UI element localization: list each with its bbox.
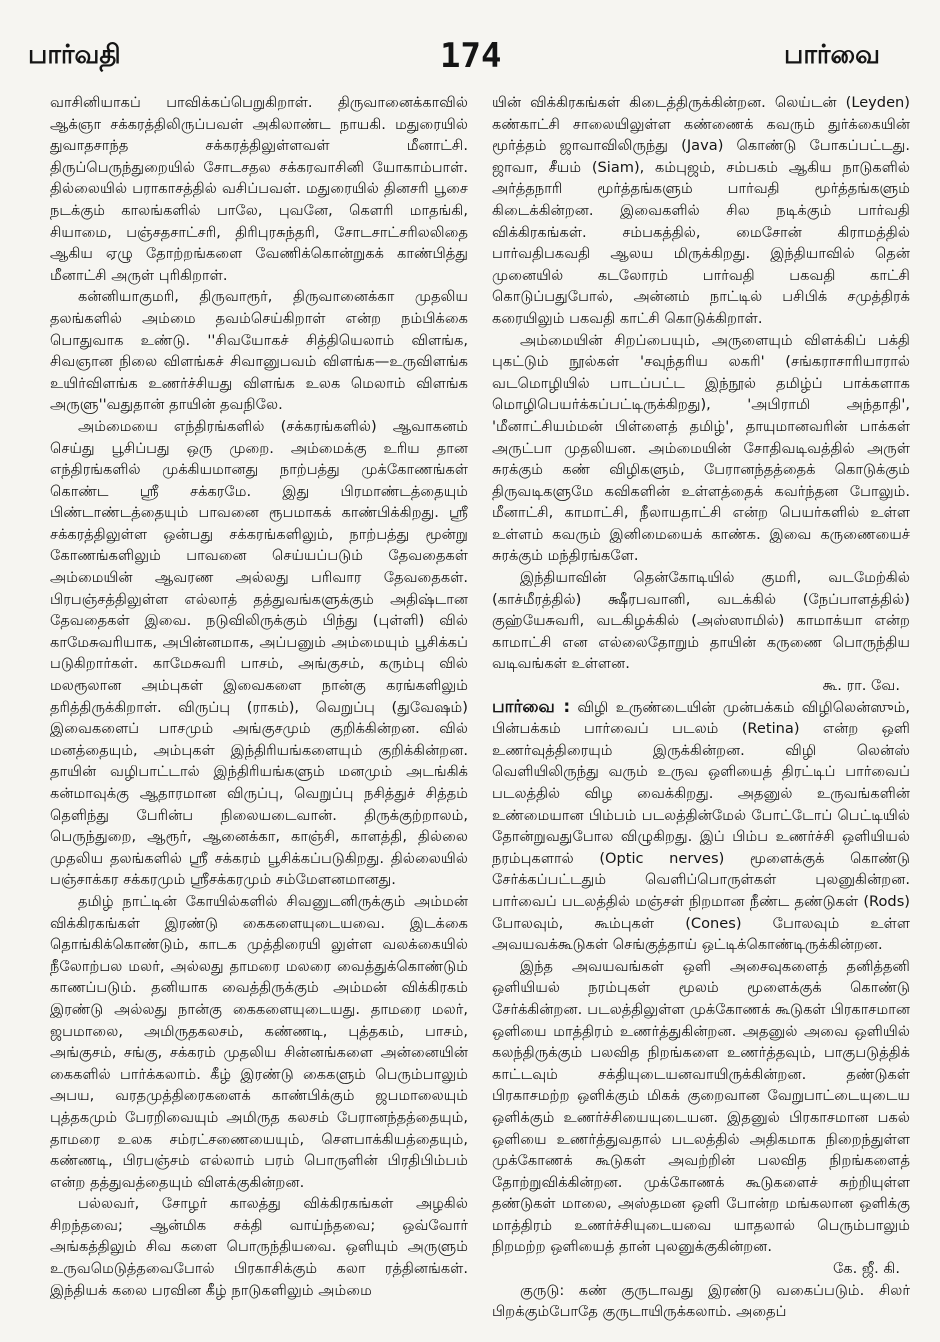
page-number: 174 [440,36,502,76]
running-head-right: பார்வை [783,40,880,70]
entry-headword: பார்வை : [492,696,571,717]
paragraph: கன்னியாகுமரி, திருவாரூர், திருவானைக்கா முதலிய தலங்களில் அம்மை தவம்செய்கிறாள் என்ற நம்பிக்கை பொதுவாக உண்டு. ''சிவயோகச் சித்தியெலாம் விளங்க, சிவஞான நிலை விளங்கச் சிவானுபவம் விளங்க—உருவிளங்க உயிர்விளங்க உணர்ச்சியது விளங்க உலக மெலாம் விளங்க அருளு''வதுதான் தாயின் தவநிலே. [50,288,468,414]
paragraph: பல்லவர், சோழர் காலத்து விக்கிரகங்கள் அழகில் சிறந்தவை; ஆன்மிக சக்தி வாய்ந்தவை; ஒவ்வோர் அங்கத்திலும் சிவ களை பொருந்தியவை. ஒளியும் அருளும் உருவமெடுத்தவைபோல் பிரகாசிக்கும் கலா ரத்தினங்கள். இந்தியக் கலை பரவின கீழ் நாடுகளிலும் அம்மை [50,1195,468,1299]
right-column [492,92,910,1332]
running-head-left: பார்வதி [28,40,121,70]
paragraph: வாசினியாகப் பாவிக்கப்பெறுகிறாள். திருவானைக்காவில் ஆக்ஞா சக்கரத்திலிருப்பவள் அகிலாண்ட நாயகி. மதுரையில் துவாதசாந்த சக்கரத்திலுள்ளவள் மீனாட்சி. திருப்பெருந்துறையில் சோடசதல சக்கரவாசினி யோகாம்பாள். தில்லையில் பராகாசத்தில் வசிப்பவள். மதுரையில் தினசரி பூசை நடக்கும் காலங்களில் பாலே, புவனே, கௌரி மாதங்கி, சியாமை, பஞ்சதசாட்சரி, திரிபுரசுந்தரி, சோடசாட்சரிலலிதை ஆகிய ஏழு தோற்றங்களை வேணிக்கொன்றுகக் காண்பித்து மீனாட்சி அருள் புரிகிறாள். [50,94,468,284]
paragraph: அம்மையின் சிறப்பையும், அருளையும் விளக்கிப் பக்தி புகட்டும் நூல்கள் 'சவுந்தரிய லகரி' (சங்கராசாரியாரால் வடமொழியில் பாடப்பட்ட இந்நூல் தமிழ்ப் பாக்களாக மொழிபெயர்க்கப்பட்டிருக்கிறது), 'அபிராமி அந்தாதி', 'மீனாட்சியம்மன் பிள்ளைத் தமிழ்', தாயுமானவரின் பாக்கள் அருட்பா முதலியன. அம்மையின் சோதிவடிவத்தில் அருள் சுரக்கும் கண் விழிகளும், பேரானந்தத்தைக் கொடுக்கும் திருவடிகளுமே கவிகளின் உள்ளத்தைக் கவர்ந்தன போலும். மீனாட்சி, காமாட்சி, நீலாயதாட்சி என்ற பெயர்களில் உள்ள உள்ளம் கவரும் இனிமையைக் காண்க. இவை கருணையைச் சுரக்கும் மந்திரங்களே. [492,331,910,565]
paragraph: தமிழ் நாட்டின் கோயில்களில் சிவனுடனிருக்கும் அம்மன் விக்கிரகங்கள் இரண்டு கைகளையுடையவை. இடக்கை தொங்கிக்கொண்டும், காடக முத்திரையி லுள்ள வலக்கையில் நீலோற்பல மலர், அல்லது தாமரை மலரை வைத்துக்கொண்டும் காணப்படும். தனியாக வைத்திருக்கும் அம்மன் விக்கிரகம் இரண்டு அல்லது நான்கு கைகளையுடையது. தாமரை மலர், ஜபமாலை, அமிருதகலசம், கண்ணடி, புத்தகம், பாசம், அங்குசம், சங்கு, சக்கரம் முதலிய சின்னங்களை அன்னையின் கைகளில் பார்க்கலாம். கீழ் இரண்டு கைகளும் பெரும்பாலும் அபய, வரதமுத்திரைகளைக் காண்பிக்கும் ஜபமாலையும் புத்தகமும் பேரறிவையும் அமிருத கலசம் பேரானந்தத்தையும், தாமரை உலக சம்ரட்சணையையும், சௌபாக்கியத்தையும், கண்ணடி, பிரபஞ்சம் எல்லாம் பரம் பொருளின் பிரதிபிம்பம் என்ற தத்துவத்தையும் விளக்குகின்றன. [50,892,468,1191]
paragraph: இந்தியாவின் தென்கோடியில் குமரி, வடமேற்கில் (காச்மீரத்தில்) க்ஷீரபவானி, வடக்கில் (நேப்பாளத்தில்) குஹ்யேசுவரி, வடகிழக்கில் (அஸ்ஸாமில்) காமாக்யா என்ற காமாட்சி என எல்லைதோறும் தாயின் கருணை பொருந்திய வடிவங்கள் உள்ளன. [492,569,910,673]
paragraph: அம்மையை எந்திரங்களில் (சக்கரங்களில்) ஆவாகனம் செய்து பூசிப்பது ஒரு முறை. அம்மைக்கு உரிய தான எந்திரங்களில் முக்கியமானது நாற்பத்து முக்கோணங்கள் கொண்ட ஸ்ரீ சக்கரமே. இது பிரமாண்டத்தையும் பிண்டாண்டத்தையும் பாவனை ரூபமாகக் காண்பிக்கிறது. ஸ்ரீ சக்கரத்திலுள்ள ஒன்பது சக்கரங்களிலும், நாற்பத்து மூன்று கோணங்களிலும் பாவனை செய்யப்படும் தேவதைகள் அம்மையின் ஆவரண அல்லது பரிவார தேவதைகள். பிரபஞ்சத்திலுள்ள எல்லாத் தத்துவங்களுக்கும் அதிஷ்டான தேவதைகள் இவை. நடுவிலிருக்கும் பிந்து (புள்ளி) வில் காமேசுவரியாக, அபின்னமாக, அப்பனும் அம்மையும் பூசிக்கப் படுகிறார்கள். காமேசுவரி பாசம், அங்குசம், கரும்பு வில் மலரூலான அம்புகள் இவைகளை நான்கு கரங்களிலும் தரித்திருக்கிறாள். விருப்பு (ராகம்), வெறுப்பு (துவேஷம்) இவைகளைப் பாசமும் அங்குசமும் குறிக்கின்றன. வில் மனத்தையும், அம்புகள் இந்திரியங்களையும் குறிக்கின்றன. தாயின் வழிபாட்டால் இந்திரியங்களும் மனமும் அடங்கிக் கன்மாவுக்கு ஆதாரமான விருப்பு, வெறுப்பு நசித்துச் சித்தம் தெளிந்து பேரின்ப நிலையடைவான். திருக்குற்றாலம், பெருந்துறை, ஆரூர், ஆனைக்கா, காஞ்சி, காளத்தி, தில்லை முதலிய தலங்களில் ஸ்ரீ சக்கரம் பூசிக்கப்படுகிறது. தில்லையில் பஞ்சாக்கர சக்கரமும் ஸ்ரீசக்கரமும் சம்மேளனமானது. [50,417,468,889]
left-column [50,92,468,1332]
page-header [0,0,940,90]
author-signature: கே. ஜீ. கி. [832,1260,900,1278]
paragraph: யின் விக்கிரகங்கள் கிடைத்திருக்கின்றன. லெய்டன் (Leyden) கண்காட்சி சாலையிலுள்ள கண்ணைக் கவரும் துர்க்கையின் மூர்த்தம் ஜாவாவிலிருந்து (Java) கொண்டு போகப்பட்டது. ஜாவா, சீயம் (Siam), கம்புஜம், சம்பகம் ஆகிய நாடுகளில் அர்த்தநாரி மூர்த்தங்களும் பார்வதி மூர்த்தங்களும் கிடைக்கின்றன. இவைகளில் சில நடிக்கும் பார்வதி விக்கிரகங்கள். சம்பகத்தில், மைசோன் கிராமத்தில் பார்வதிபகவதி ஆலய மிருக்கிறது. இந்தியாவில் தென் முனையில் கடலோரம் பார்வதி பகவதி காட்சி கொடுப்பதுபோல், அன்னம் நாட்டில் பசிபிக் சமுத்திரக் கரையிலும் பகவதி காட்சி கொடுக்கிறாள். [492,94,910,327]
paragraph: இந்த அவயவங்கள் ஒளி அசைவுகளைத் தனித்தனி ஒளியியல் நரம்புகள் மூலம் மூளைக்குக் கொண்டு சேர்க்கின்றன. படலத்திலுள்ள முக்கோணக் கூடுகள் பிரகாசமான ஒளியை மாத்திரம் உணர்த்துகின்றன. அதனுல் அவை ஒளியில் கலந்திருக்கும் பலவித நிறங்களை உணர்த்தவும், பாகுபடுத்திக் காட்டவும் சக்தியுடையனவாயிருக்கின்றன. தண்டுகள் பிரகாசமற்ற ஒளிக்கும் மிகக் குறைவான வேறுபாட்டையுடைய ஒளிக்கும் உணர்ச்சியையுடையன. இதனுல் பிரகாசமான பகல் ஒளியை உணர்த்துவதால் படலத்தில் அதிகமாக நிறைந்துள்ள முக்கோணக் கூடுகள் அவற்றின் பலவித நிறங்களைத் தோற்றுவிக்கின்றன. முக்கோணக் கூடுகளைச் சுற்றியுள்ள தண்டுகள் மாலை, அஸ்தமன ஒளி போன்ற மங்கலான ஒளிக்கு மாத்திரம் உணர்ச்சியுடையவை யாதலால் பெரும்பாலும் நிறமற்ற ஒளியைத் தான் புலனுக்குகின்றன. [492,957,910,1256]
paragraph: குருடு: கண் குருடாவது இரண்டு வகைப்படும். சிலர் பிறக்கும்போதே குருடாயிருக்கலாம். அதைப் [492,1281,910,1321]
entry-text: விழி உருண்டையின் முன்பக்கம் விழிலென்ஸும், பின்பக்கம் பார்வைப் படலம் (Retina) என்ற ஒளி உணர்வுத்திரையும் இருக்கின்றன. விழி லென்ஸ் வெளியிலிருந்து வரும் உருவ ஒளியைத் திரட்டிப் பார்வைப் படலத்தில் விழ வைக்கிறது. அதனுல் உருவங்களின் உண்மையான பிம்பம் படலத்தின்மேல் போட்டோப் பெட்டியில் தோன்றுவதுபோல விழுகிறது. இப் பிம்ப உணர்ச்சி ஒளியியல் நரம்புகளால் (Optic nerves) மூளைக்குக் கொண்டு சேர்க்கப்பட்டதும் வெளிப்பொருள்கள் புலனுகின்றன. பார்வைப் படலத்தில் மஞ்சள் நிறமான நீண்ட தண்டுகள் (Rods) போலவும், கூம்புகள் (Cones) போலவும் உள்ள அவயவக்கூடுகள் செங்குத்தாய் ஒட்டிக்கொண்டிருக்கின்றன. [492,698,910,954]
author-signature: கூ. ரா. வே. [822,677,900,695]
entry-paragraph [492,697,910,956]
